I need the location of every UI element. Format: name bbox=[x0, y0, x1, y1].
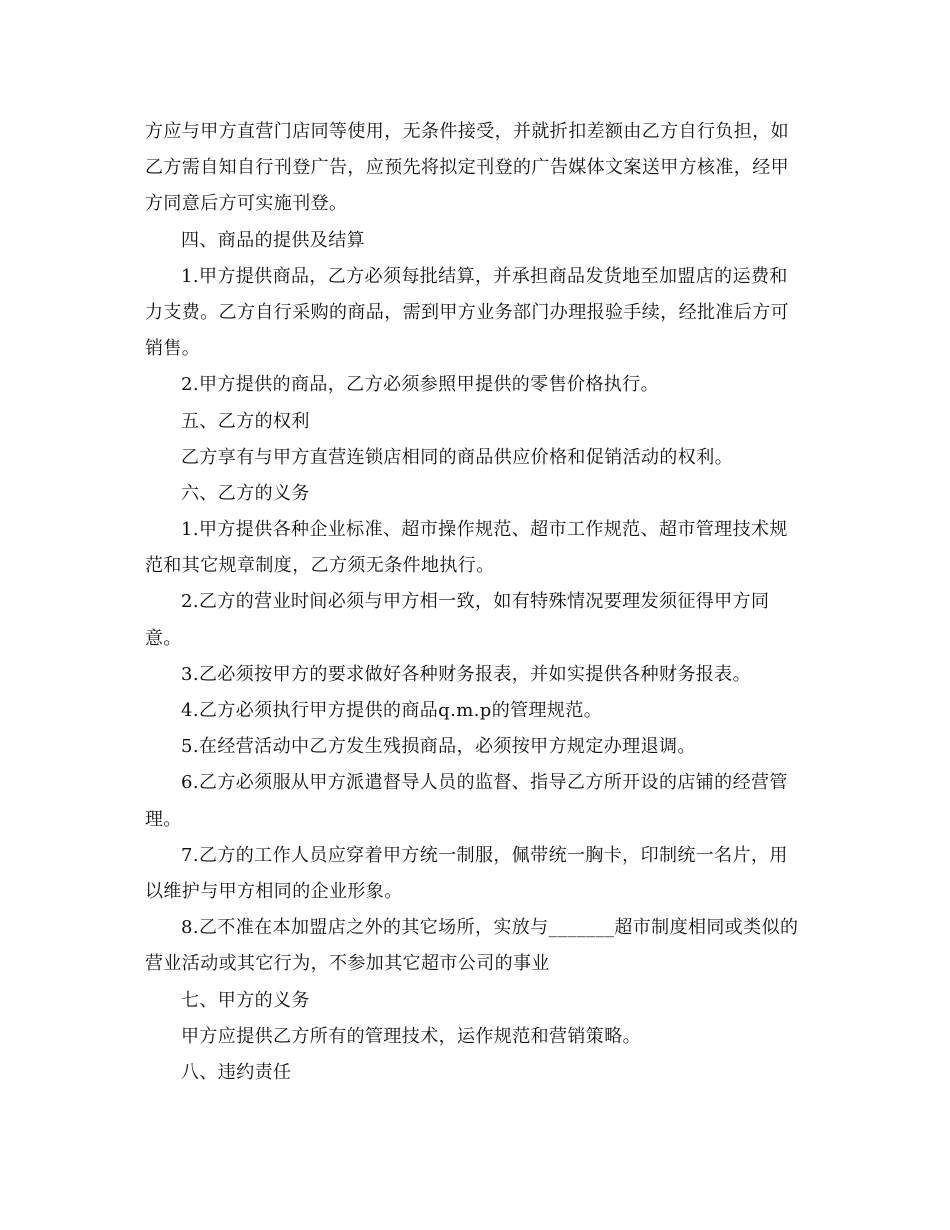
document-line: 意。 bbox=[145, 627, 182, 649]
document-line: 销售。 bbox=[145, 338, 201, 360]
document-line: 方同意后方可实施刊登。 bbox=[145, 193, 348, 215]
document-line: 乙方需自知自行刊登广告，应预先将拟定刊登的广告媒体文案送甲方核准，经甲 bbox=[145, 157, 789, 179]
document-line: 3.乙必须按甲方的要求做好各种财务报表，并如实提供各种财务报表。 bbox=[181, 663, 751, 685]
document-line: 甲方应提供乙方所有的管理技术，运作规范和营销策略。 bbox=[181, 1025, 641, 1047]
document-line: 范和其它规章制度，乙方须无条件地执行。 bbox=[145, 555, 495, 577]
document-line: 以维护与甲方相同的企业形象。 bbox=[145, 880, 403, 902]
document-line: 2.乙方的营业时间必须与甲方相一致，如有特殊情况要理发须征得甲方同 bbox=[181, 591, 770, 613]
document-line: 乙方享有与甲方直营连锁店相同的商品供应价格和促销活动的权利。 bbox=[181, 446, 733, 468]
document-line: 6.乙方必须服从甲方派遣督导人员的监督、指导乙方所开设的店铺的经营管 bbox=[181, 772, 788, 794]
document-line: 六、乙方的义务 bbox=[181, 482, 310, 504]
document-line: 方应与甲方直营门店同等使用，无条件接受，并就折扣差额由乙方自行负担，如 bbox=[145, 121, 789, 142]
document-line: 8.乙不准在本加盟店之外的其它场所，实放与_______超市制度相同或类似的 bbox=[181, 917, 799, 939]
document-line: 理。 bbox=[145, 808, 182, 830]
document-line: 四、商品的提供及结算 bbox=[181, 229, 365, 251]
document-line: 4.乙方必须执行甲方提供的商品q.m.p的管理规范。 bbox=[181, 700, 603, 721]
document-line: 1.甲方提供各种企业标准、超市操作规范、超市工作规范、超市管理技术规 bbox=[181, 519, 788, 541]
document-line: 营业活动或其它行为，不参加其它超市公司的事业 bbox=[145, 953, 550, 975]
document-line: 五、乙方的权利 bbox=[181, 410, 310, 432]
document-body bbox=[145, 114, 810, 1091]
document-line: 7.乙方的工作人员应穿着甲方统一制服，佩带统一胸卡，印制统一名片，用 bbox=[181, 844, 788, 866]
document-line: 力支费。乙方自行采购的商品，需到甲方业务部门办理报验手续，经批准后方可 bbox=[145, 301, 789, 323]
document-line: 5.在经营活动中乙方发生残损商品，必须按甲方规定办理退调。 bbox=[181, 736, 696, 758]
document-line: 八、违约责任 bbox=[181, 1061, 292, 1083]
document-line: 七、甲方的义务 bbox=[181, 989, 310, 1011]
document-line: 1.甲方提供商品，乙方必须每批结算，并承担商品发货地至加盟店的运费和 bbox=[181, 265, 788, 287]
document-line: 2.甲方提供的商品，乙方必须参照甲提供的零售价格执行。 bbox=[181, 374, 659, 396]
